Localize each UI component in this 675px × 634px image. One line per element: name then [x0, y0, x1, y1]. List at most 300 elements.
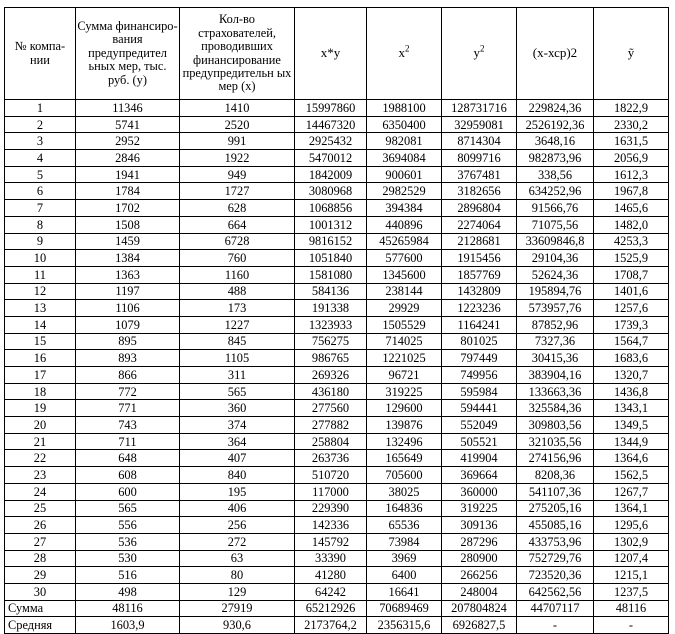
y-squared-cell: 287296	[442, 533, 517, 550]
xy-product-cell: 5470012	[295, 150, 367, 167]
company-number-cell: 17	[5, 367, 76, 384]
insurers-x-cell: 1922	[180, 150, 295, 167]
company-number-cell: 23	[5, 467, 76, 484]
sum-deviation: 44707117	[517, 600, 594, 617]
table-row	[5, 383, 669, 400]
x-squared-cell: 982081	[367, 133, 442, 150]
xy-product-cell: 145792	[295, 533, 367, 550]
funding-y-cell: 895	[76, 333, 180, 350]
avg-y-hat: -	[594, 617, 669, 634]
y-hat-cell: 1631,5	[594, 133, 669, 150]
table-row	[5, 450, 669, 467]
y-squared-cell: 32959081	[442, 116, 517, 133]
table-row	[5, 483, 669, 500]
company-number-cell: 6	[5, 183, 76, 200]
deviation-squared-cell: 7327,36	[517, 333, 594, 350]
insurers-x-cell: 1227	[180, 316, 295, 333]
table-row	[5, 200, 669, 217]
company-number-cell: 15	[5, 333, 76, 350]
x-squared-cell: 38025	[367, 483, 442, 500]
insurers-x-cell: 407	[180, 450, 295, 467]
xy-product-cell: 1842009	[295, 166, 367, 183]
y-hat-cell: 1822,9	[594, 100, 669, 117]
y-squared-cell: 749956	[442, 367, 517, 384]
insurers-x-cell: 760	[180, 250, 295, 267]
table-row	[5, 283, 669, 300]
funding-y-cell: 772	[76, 383, 180, 400]
table-row	[5, 550, 669, 567]
sum-row	[5, 600, 669, 617]
xy-product-cell: 277882	[295, 417, 367, 434]
y-squared-cell: 266256	[442, 567, 517, 584]
sum-x-squared: 70689469	[367, 600, 442, 617]
funding-y-cell: 556	[76, 517, 180, 534]
y-hat-cell: 1257,6	[594, 300, 669, 317]
funding-y-cell: 516	[76, 567, 180, 584]
y-squared-cell: 2128681	[442, 233, 517, 250]
funding-y-cell: 866	[76, 367, 180, 384]
insurers-x-cell: 63	[180, 550, 295, 567]
x-squared-cell: 6400	[367, 567, 442, 584]
x-squared-cell: 1988100	[367, 100, 442, 117]
x-squared-cell: 132496	[367, 433, 442, 450]
x-squared-cell: 65536	[367, 517, 442, 534]
y-squared-cell: 280900	[442, 550, 517, 567]
funding-y-cell: 1197	[76, 283, 180, 300]
y-hat-cell: 1215,1	[594, 567, 669, 584]
x-squared-cell: 1345600	[367, 266, 442, 283]
x-squared-cell: 29929	[367, 300, 442, 317]
y-squared-cell: 1223236	[442, 300, 517, 317]
table-row	[5, 233, 669, 250]
company-number-cell: 22	[5, 450, 76, 467]
xy-product-cell: 436180	[295, 383, 367, 400]
avg-deviation: -	[517, 617, 594, 634]
company-number-cell: 14	[5, 316, 76, 333]
y-hat-cell: 1436,8	[594, 383, 669, 400]
y-hat-cell: 1564,7	[594, 333, 669, 350]
company-number-cell: 19	[5, 400, 76, 417]
xy-product-cell: 1581080	[295, 266, 367, 283]
header-deviation: (х-хср)2	[517, 8, 594, 100]
header-number: № компа-нии	[5, 8, 76, 100]
y-hat-cell: 1349,5	[594, 417, 669, 434]
sum-x: 27919	[180, 600, 295, 617]
xy-product-cell: 33390	[295, 550, 367, 567]
deviation-squared-cell: 321035,56	[517, 433, 594, 450]
y-squared-cell: 419904	[442, 450, 517, 467]
y-squared-cell: 360000	[442, 483, 517, 500]
company-number-cell: 12	[5, 283, 76, 300]
table-row	[5, 133, 669, 150]
xy-product-cell: 584136	[295, 283, 367, 300]
table-row	[5, 183, 669, 200]
insurers-x-cell: 129	[180, 583, 295, 600]
deviation-squared-cell: 338,56	[517, 166, 594, 183]
insurers-x-cell: 195	[180, 483, 295, 500]
x-squared-cell: 129600	[367, 400, 442, 417]
insurers-x-cell: 80	[180, 567, 295, 584]
xy-product-cell: 277560	[295, 400, 367, 417]
insurers-x-cell: 406	[180, 500, 295, 517]
funding-y-cell: 5741	[76, 116, 180, 133]
y-squared-cell: 3767481	[442, 166, 517, 183]
y-hat-cell: 1967,8	[594, 183, 669, 200]
funding-y-cell: 536	[76, 533, 180, 550]
y-squared-cell: 3182656	[442, 183, 517, 200]
funding-y-cell: 1459	[76, 233, 180, 250]
insurers-x-cell: 374	[180, 417, 295, 434]
funding-y-cell: 893	[76, 350, 180, 367]
funding-y-cell: 1508	[76, 216, 180, 233]
funding-y-cell: 2846	[76, 150, 180, 167]
x-squared-cell: 238144	[367, 283, 442, 300]
deviation-squared-cell: 3648,16	[517, 133, 594, 150]
y-hat-cell: 1482,0	[594, 216, 669, 233]
xy-product-cell: 3080968	[295, 183, 367, 200]
x-squared-cell: 73984	[367, 533, 442, 550]
table-row	[5, 100, 669, 117]
insurers-x-cell: 565	[180, 383, 295, 400]
header-y-squared-sup: 2	[480, 44, 485, 55]
table-row	[5, 567, 669, 584]
deviation-squared-cell: 2526192,36	[517, 116, 594, 133]
insurers-x-cell: 256	[180, 517, 295, 534]
deviation-squared-cell: 573957,76	[517, 300, 594, 317]
y-squared-cell: 797449	[442, 350, 517, 367]
xy-product-cell: 9816152	[295, 233, 367, 250]
xy-product-cell: 229390	[295, 500, 367, 517]
deviation-squared-cell: 634252,96	[517, 183, 594, 200]
table-row	[5, 583, 669, 600]
xy-product-cell: 263736	[295, 450, 367, 467]
y-squared-cell: 248004	[442, 583, 517, 600]
deviation-squared-cell: 541107,36	[517, 483, 594, 500]
y-hat-cell: 1708,7	[594, 266, 669, 283]
y-hat-cell: 1465,6	[594, 200, 669, 217]
x-squared-cell: 714025	[367, 333, 442, 350]
deviation-squared-cell: 29104,36	[517, 250, 594, 267]
y-hat-cell: 1739,3	[594, 316, 669, 333]
insurers-x-cell: 6728	[180, 233, 295, 250]
company-number-cell: 29	[5, 567, 76, 584]
y-squared-cell: 552049	[442, 417, 517, 434]
table-row	[5, 417, 669, 434]
y-hat-cell: 2056,9	[594, 150, 669, 167]
insurers-x-cell: 1727	[180, 183, 295, 200]
x-squared-cell: 96721	[367, 367, 442, 384]
avg-label: Средняя	[5, 617, 76, 634]
deviation-squared-cell: 325584,36	[517, 400, 594, 417]
insurers-x-cell: 949	[180, 166, 295, 183]
x-squared-cell: 1505529	[367, 316, 442, 333]
header-xy: х*у	[295, 8, 367, 100]
company-number-cell: 5	[5, 166, 76, 183]
x-squared-cell: 319225	[367, 383, 442, 400]
deviation-squared-cell: 455085,16	[517, 517, 594, 534]
y-hat-cell: 1295,6	[594, 517, 669, 534]
company-number-cell: 18	[5, 383, 76, 400]
xy-product-cell: 142336	[295, 517, 367, 534]
insurers-x-cell: 664	[180, 216, 295, 233]
y-squared-cell: 2274064	[442, 216, 517, 233]
table-row	[5, 300, 669, 317]
funding-y-cell: 1702	[76, 200, 180, 217]
insurers-x-cell: 488	[180, 283, 295, 300]
deviation-squared-cell: 309803,56	[517, 417, 594, 434]
deviation-squared-cell: 71075,56	[517, 216, 594, 233]
deviation-squared-cell: 133663,36	[517, 383, 594, 400]
header-x-squared-sup: 2	[405, 44, 410, 55]
y-hat-cell: 1343,1	[594, 400, 669, 417]
insurers-x-cell: 364	[180, 433, 295, 450]
sum-y: 48116	[76, 600, 180, 617]
y-hat-cell: 1320,7	[594, 367, 669, 384]
xy-product-cell: 1001312	[295, 216, 367, 233]
funding-y-cell: 11346	[76, 100, 180, 117]
y-hat-cell: 1267,7	[594, 483, 669, 500]
avg-x: 930,6	[180, 617, 295, 634]
company-number-cell: 4	[5, 150, 76, 167]
company-number-cell: 13	[5, 300, 76, 317]
deviation-squared-cell: 752729,76	[517, 550, 594, 567]
xy-product-cell: 14467320	[295, 116, 367, 133]
table-row	[5, 266, 669, 283]
x-squared-cell: 705600	[367, 467, 442, 484]
deviation-squared-cell: 195894,76	[517, 283, 594, 300]
table-row	[5, 517, 669, 534]
y-squared-cell: 594441	[442, 400, 517, 417]
deviation-squared-cell: 383904,16	[517, 367, 594, 384]
xy-product-cell: 756275	[295, 333, 367, 350]
insurers-x-cell: 845	[180, 333, 295, 350]
company-number-cell: 24	[5, 483, 76, 500]
regression-table	[4, 7, 669, 634]
x-squared-cell: 45265984	[367, 233, 442, 250]
funding-y-cell: 600	[76, 483, 180, 500]
header-y: Сумма финансиро-вания предупредител ьных мер, тыс. руб. (у)	[76, 8, 180, 100]
funding-y-cell: 498	[76, 583, 180, 600]
y-hat-cell: 1562,5	[594, 467, 669, 484]
deviation-squared-cell: 52624,36	[517, 266, 594, 283]
company-number-cell: 10	[5, 250, 76, 267]
header-x: Кол-во страхователей, проводивших финансирование предупредительн ых мер (х)	[180, 8, 295, 100]
avg-row	[5, 617, 669, 634]
header-row	[5, 8, 669, 100]
company-number-cell: 26	[5, 517, 76, 534]
y-squared-cell: 801025	[442, 333, 517, 350]
company-number-cell: 30	[5, 583, 76, 600]
insurers-x-cell: 1105	[180, 350, 295, 367]
x-squared-cell: 164836	[367, 500, 442, 517]
header-y-squared	[442, 8, 517, 100]
company-number-cell: 1	[5, 100, 76, 117]
y-squared-cell: 505521	[442, 433, 517, 450]
xy-product-cell: 41280	[295, 567, 367, 584]
y-hat-cell: 2330,2	[594, 116, 669, 133]
company-number-cell: 20	[5, 417, 76, 434]
y-squared-cell: 8714304	[442, 133, 517, 150]
funding-y-cell: 648	[76, 450, 180, 467]
insurers-x-cell: 628	[180, 200, 295, 217]
company-number-cell: 2	[5, 116, 76, 133]
x-squared-cell: 2982529	[367, 183, 442, 200]
table-row	[5, 150, 669, 167]
company-number-cell: 8	[5, 216, 76, 233]
insurers-x-cell: 272	[180, 533, 295, 550]
y-squared-cell: 1164241	[442, 316, 517, 333]
y-squared-cell: 319225	[442, 500, 517, 517]
table-row	[5, 166, 669, 183]
company-number-cell: 16	[5, 350, 76, 367]
x-squared-cell: 165649	[367, 450, 442, 467]
avg-y-squared: 6926827,5	[442, 617, 517, 634]
insurers-x-cell: 991	[180, 133, 295, 150]
xy-product-cell: 1068856	[295, 200, 367, 217]
x-squared-cell: 3694084	[367, 150, 442, 167]
avg-xy: 2173764,2	[295, 617, 367, 634]
header-x-squared-base: х	[398, 45, 405, 61]
xy-product-cell: 191338	[295, 300, 367, 317]
table-row	[5, 467, 669, 484]
deviation-squared-cell: 642562,56	[517, 583, 594, 600]
x-squared-cell: 16641	[367, 583, 442, 600]
funding-y-cell: 771	[76, 400, 180, 417]
xy-product-cell: 1051840	[295, 250, 367, 267]
deviation-squared-cell: 8208,36	[517, 467, 594, 484]
insurers-x-cell: 840	[180, 467, 295, 484]
company-number-cell: 9	[5, 233, 76, 250]
funding-y-cell: 608	[76, 467, 180, 484]
insurers-x-cell: 1160	[180, 266, 295, 283]
x-squared-cell: 6350400	[367, 116, 442, 133]
xy-product-cell: 258804	[295, 433, 367, 450]
x-squared-cell: 900601	[367, 166, 442, 183]
x-squared-cell: 394384	[367, 200, 442, 217]
sum-y-squared: 207804824	[442, 600, 517, 617]
avg-y: 1603,9	[76, 617, 180, 634]
header-y-hat: ỹ	[594, 8, 669, 100]
xy-product-cell: 117000	[295, 483, 367, 500]
deviation-squared-cell: 33609846,8	[517, 233, 594, 250]
document-page	[4, 7, 669, 634]
table-row	[5, 116, 669, 133]
xy-product-cell: 510720	[295, 467, 367, 484]
y-hat-cell: 1364,1	[594, 500, 669, 517]
x-squared-cell: 139876	[367, 417, 442, 434]
x-squared-cell: 577600	[367, 250, 442, 267]
funding-y-cell: 565	[76, 500, 180, 517]
x-squared-cell: 3969	[367, 550, 442, 567]
y-squared-cell: 309136	[442, 517, 517, 534]
company-number-cell: 21	[5, 433, 76, 450]
xy-product-cell: 15997860	[295, 100, 367, 117]
funding-y-cell: 2952	[76, 133, 180, 150]
table-row	[5, 316, 669, 333]
sum-y-hat: 48116	[594, 600, 669, 617]
table-row	[5, 333, 669, 350]
xy-product-cell: 2925432	[295, 133, 367, 150]
insurers-x-cell: 311	[180, 367, 295, 384]
y-squared-cell: 595984	[442, 383, 517, 400]
insurers-x-cell: 173	[180, 300, 295, 317]
table-row	[5, 533, 669, 550]
y-squared-cell: 8099716	[442, 150, 517, 167]
table-row	[5, 433, 669, 450]
xy-product-cell: 269326	[295, 367, 367, 384]
funding-y-cell: 1079	[76, 316, 180, 333]
y-hat-cell: 1525,9	[594, 250, 669, 267]
company-number-cell: 27	[5, 533, 76, 550]
table-row	[5, 350, 669, 367]
table-body	[5, 100, 669, 634]
funding-y-cell: 530	[76, 550, 180, 567]
funding-y-cell: 1941	[76, 166, 180, 183]
deviation-squared-cell: 30415,36	[517, 350, 594, 367]
company-number-cell: 25	[5, 500, 76, 517]
header-y-squared-base: у	[473, 45, 480, 61]
y-hat-cell: 1207,4	[594, 550, 669, 567]
y-hat-cell: 1302,9	[594, 533, 669, 550]
table-row	[5, 500, 669, 517]
y-hat-cell: 1344,9	[594, 433, 669, 450]
y-squared-cell: 1915456	[442, 250, 517, 267]
deviation-squared-cell: 275205,16	[517, 500, 594, 517]
funding-y-cell: 711	[76, 433, 180, 450]
sum-xy: 65212926	[295, 600, 367, 617]
funding-y-cell: 1784	[76, 183, 180, 200]
deviation-squared-cell: 433753,96	[517, 533, 594, 550]
x-squared-cell: 1221025	[367, 350, 442, 367]
deviation-squared-cell: 229824,36	[517, 100, 594, 117]
xy-product-cell: 1323933	[295, 316, 367, 333]
y-hat-cell: 4253,3	[594, 233, 669, 250]
y-squared-cell: 1432809	[442, 283, 517, 300]
y-hat-cell: 1612,3	[594, 166, 669, 183]
avg-x-squared: 2356315,6	[367, 617, 442, 634]
deviation-squared-cell: 982873,96	[517, 150, 594, 167]
table-row	[5, 216, 669, 233]
sum-label: Сумма	[5, 600, 76, 617]
company-number-cell: 7	[5, 200, 76, 217]
y-hat-cell: 1237,5	[594, 583, 669, 600]
y-hat-cell: 1364,6	[594, 450, 669, 467]
insurers-x-cell: 2520	[180, 116, 295, 133]
deviation-squared-cell: 87852,96	[517, 316, 594, 333]
funding-y-cell: 743	[76, 417, 180, 434]
header-x-squared	[367, 8, 442, 100]
y-squared-cell: 369664	[442, 467, 517, 484]
y-squared-cell: 128731716	[442, 100, 517, 117]
deviation-squared-cell: 274156,96	[517, 450, 594, 467]
deviation-squared-cell: 723520,36	[517, 567, 594, 584]
y-squared-cell: 2896804	[442, 200, 517, 217]
table-row	[5, 250, 669, 267]
table-row	[5, 367, 669, 384]
y-hat-cell: 1683,6	[594, 350, 669, 367]
xy-product-cell: 986765	[295, 350, 367, 367]
y-hat-cell: 1401,6	[594, 283, 669, 300]
company-number-cell: 3	[5, 133, 76, 150]
funding-y-cell: 1106	[76, 300, 180, 317]
funding-y-cell: 1363	[76, 266, 180, 283]
funding-y-cell: 1384	[76, 250, 180, 267]
insurers-x-cell: 1410	[180, 100, 295, 117]
deviation-squared-cell: 91566,76	[517, 200, 594, 217]
company-number-cell: 11	[5, 266, 76, 283]
table-row	[5, 400, 669, 417]
xy-product-cell: 64242	[295, 583, 367, 600]
